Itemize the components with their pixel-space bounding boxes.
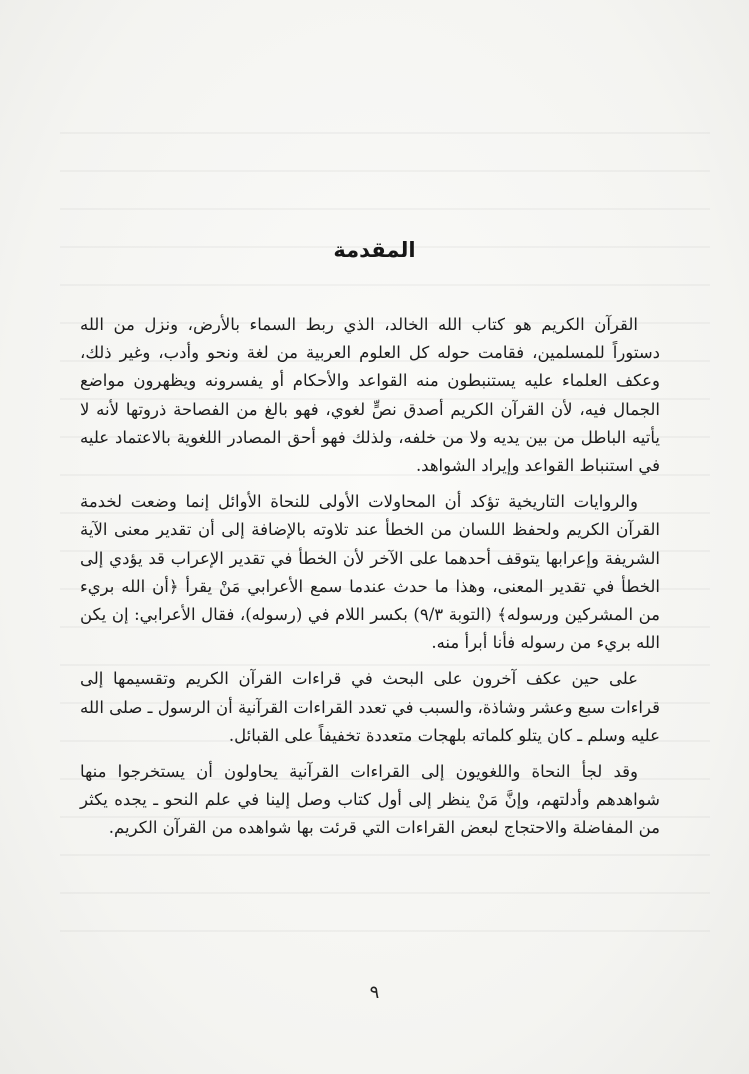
paragraph-3: على حين عكف آخرون على البحث في قراءات القرآن الكريم وتقسيمها إلى قراءات سبع وعشر وشاذة، والسبب في تعدد القراءات القرآنية أن الرسول ـ صلى الله عليه وسلم ـ كان يتلو كلماته بلهجات متعددة تخفيفاً على القبائل.: [80, 669, 660, 745]
paragraph-2: والروايات التاريخية تؤكد أن المحاولات الأولى للنحاة الأوائل إنما وضعت لخدمة القرآن الكريم ولحفظ اللسان من الخطأ عند تلاوته بالإضافة إلى أن تقدير معنى الآية الشريفة وإعرابها يتوقف أحدهما على الآخر لأن الخطأ في تقدير الإعراب قد يؤدي إلى الخطأ في تقدير المعنى، وهذا ما حدث عندما سمع الأعرابي مَنْ يقرأ ﴿أن الله بريء من المشركين ورسوله﴾ (التوبة ٩/٣) بكسر اللام في (رسوله)، فقال الأعرابي: إن يكن الله بريء من رسوله فأنا أبرأ منه.: [80, 492, 660, 653]
body-text: [80, 311, 660, 851]
page-title: المقدمة: [333, 238, 416, 262]
page-number: ٩: [369, 982, 380, 1003]
paragraph-1: القرآن الكريم هو كتاب الله الخالد، الذي ربط السماء بالأرض، ونزل من الله دستوراً للمسلمين، فقامت حوله كل العلوم العربية من لغة ونحو وأدب، وغير ذلك، وعكف العلماء عليه يستنبطون منه القواعد والأحكام أو يفسرونه ويظهرون مواضع الجمال فيه، لأن القرآن الكريم أصدق نصٍّ لغوي، فهو بالغ من الفصاحة ذروتها لأنه لا يأتيه الباطل من بين يديه ولا من خلفه، ولذلك فهو أحق المصادر اللغوية بالاعتماد عليه في استنباط القواعد وإيراد الشواهد.: [80, 315, 660, 476]
paragraph-4: وقد لجأ النحاة واللغويون إلى القراءات القرآنية يحاولون أن يستخرجوا منها شواهدهم وأدلتهم، وإنَّ مَنْ ينظر إلى أول كتاب وصل إلينا في علم النحو ـ يجده يكثر من المفاضلة والاحتجاج لبعض القراءات التي قرئت بها شواهده من القرآن الكريم.: [80, 762, 660, 838]
